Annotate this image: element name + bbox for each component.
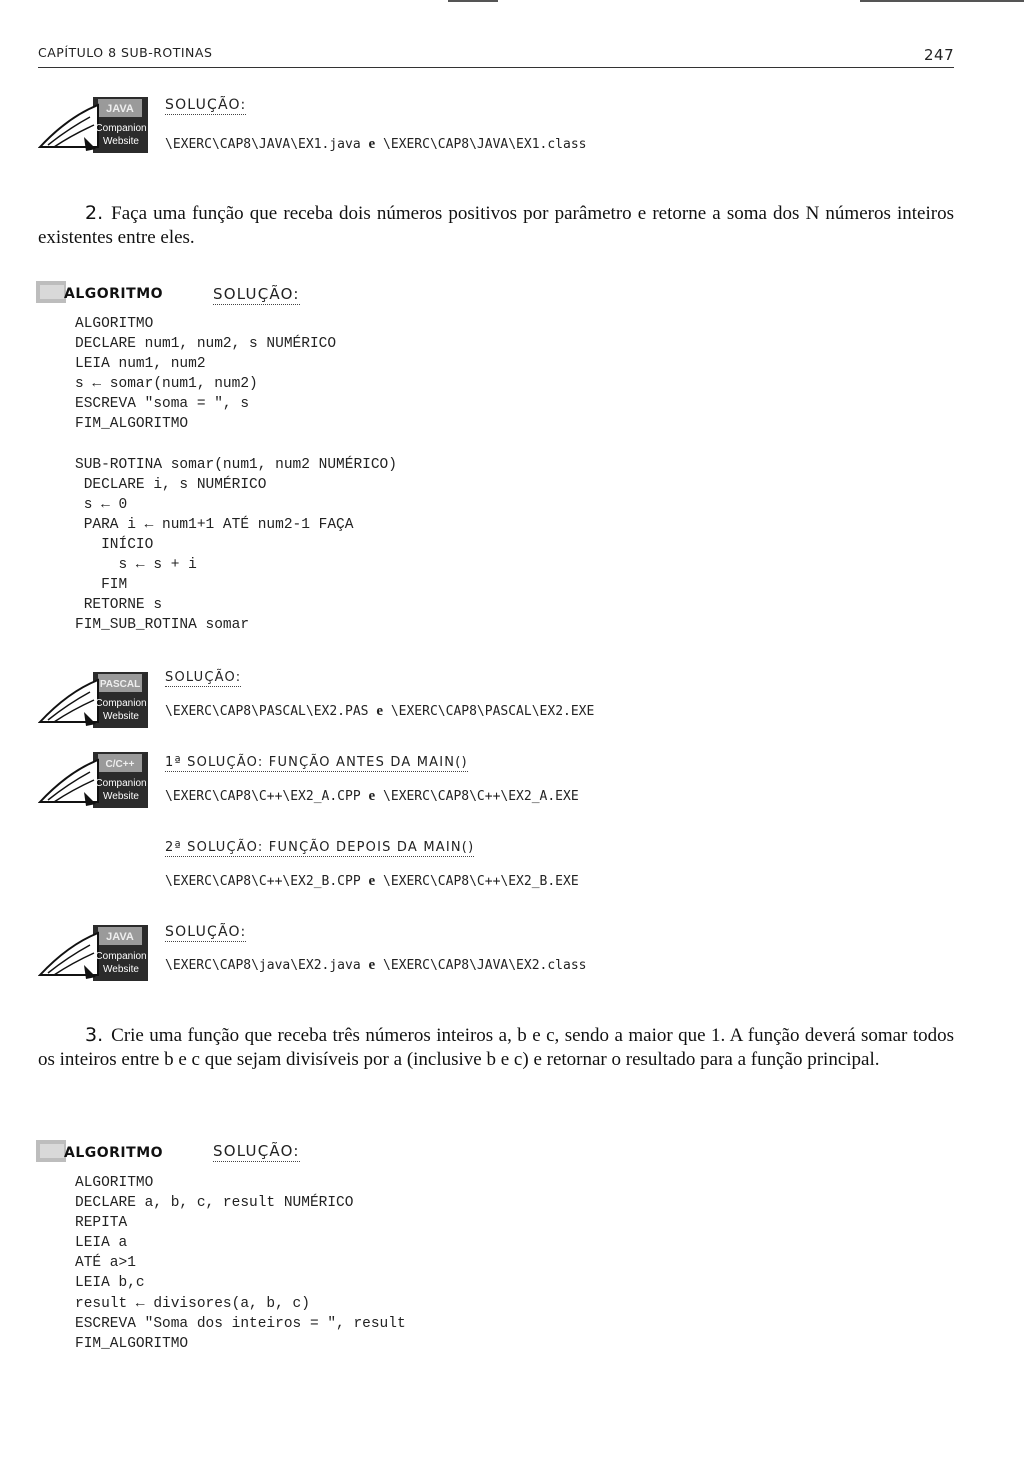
svg-text:JAVA: JAVA bbox=[106, 931, 134, 943]
algo3-solution-label: SOLUÇÃO: bbox=[213, 1142, 300, 1160]
header-rule bbox=[38, 67, 954, 68]
svg-text:Website: Website bbox=[103, 711, 139, 722]
cpp-sol2-path-a: \EXERC\CAP8\C++\EX2_B.CPP bbox=[165, 874, 361, 889]
top-scan-mark-right bbox=[860, 0, 1024, 2]
java1-path-a: \EXERC\CAP8\JAVA\EX1.java bbox=[165, 137, 361, 152]
svg-text:Companion: Companion bbox=[95, 778, 147, 789]
java2-path-b: \EXERC\CAP8\JAVA\EX2.class bbox=[383, 958, 587, 973]
exercise-2-number: 2. bbox=[85, 202, 104, 224]
exercise-2 bbox=[38, 201, 954, 250]
companion-website-java2-icon bbox=[38, 925, 148, 981]
chapter-header: CAPÍTULO 8 SUB-ROTINAS bbox=[38, 45, 213, 60]
svg-text:Companion: Companion bbox=[95, 951, 147, 962]
pascal-file-paths bbox=[165, 703, 594, 720]
java2-conj: e bbox=[368, 957, 376, 973]
exercise-3-text: Crie uma função que receba três números inteiros a, b e c, sendo a maior que 1. A função deverá somar todos os inteiros entre b e c que sejam divisíveis por a (inclusive b e c) e retornar o resultado para a função principal. bbox=[38, 1025, 954, 1070]
cpp-sol2-path-b: \EXERC\CAP8\C++\EX2_B.EXE bbox=[383, 874, 579, 889]
svg-text:JAVA: JAVA bbox=[106, 103, 134, 115]
top-scan-mark bbox=[448, 0, 498, 2]
pascal-solution-label: SOLUÇÃO: bbox=[165, 670, 242, 685]
cpp-sol2-conj: e bbox=[368, 873, 376, 889]
cpp-sol1-path-b: \EXERC\CAP8\C++\EX2_A.EXE bbox=[383, 789, 579, 804]
cpp-solution1-label: 1ª SOLUÇÃO: FUNÇÃO ANTES DA MAIN() bbox=[165, 755, 468, 770]
pascal-path-b: \EXERC\CAP8\PASCAL\EX2.EXE bbox=[390, 704, 595, 719]
cpp-solution1-paths bbox=[165, 788, 579, 805]
svg-text:ALGORITMO: ALGORITMO bbox=[64, 1145, 164, 1161]
companion-website-pascal-icon bbox=[38, 672, 148, 728]
exercise-3-number: 3. bbox=[85, 1024, 104, 1046]
svg-text:C/C++: C/C++ bbox=[105, 759, 135, 770]
svg-text:PASCAL: PASCAL bbox=[99, 679, 141, 690]
java1-path-b: \EXERC\CAP8\JAVA\EX1.class bbox=[383, 137, 587, 152]
pascal-path-a: \EXERC\CAP8\PASCAL\EX2.PAS bbox=[165, 704, 369, 719]
java1-file-paths bbox=[165, 136, 587, 153]
java2-solution-label: SOLUÇÃO: bbox=[165, 924, 247, 940]
algoritmo-badge bbox=[36, 279, 176, 305]
cpp-sol1-path-a: \EXERC\CAP8\C++\EX2_A.CPP bbox=[165, 789, 361, 804]
cpp-solution2-paths bbox=[165, 873, 579, 890]
svg-text:Website: Website bbox=[103, 964, 139, 975]
algo3-code-block: ALGORITMO DECLARE a, b, c, result NUMÉRICO REPITA LEIA a ATÉ a>1 LEIA b,c result ← divisores(a, b, c) ESCREVA "Soma dos inteiros = ", result FIM_ALGORITMO bbox=[75, 1175, 406, 1352]
exercise-3 bbox=[38, 1023, 954, 1072]
algo2-code-block: ALGORITMO DECLARE num1, num2, s NUMÉRICO LEIA num1, num2 s ← somar(num1, num2) ESCREVA "soma = ", s FIM_ALGORITMO SUB-ROTINA somar(num1, num2 NUMÉRICO) DECLARE i, s NUMÉRICO s ← 0 PARA i ← num1+1 ATÉ num2-1 FAÇA INÍCIO s ← s + i FIM RETORNE s FIM_SUB_ROTINA somar bbox=[75, 316, 397, 634]
algo2-solution-label: SOLUÇÃO: bbox=[213, 285, 300, 303]
svg-text:Website: Website bbox=[103, 791, 139, 802]
java2-file-paths bbox=[165, 957, 587, 974]
cpp-solution2-label: 2ª SOLUÇÃO: FUNÇÃO DEPOIS DA MAIN() bbox=[165, 840, 475, 855]
svg-text:Companion: Companion bbox=[95, 698, 147, 709]
pascal-conj: e bbox=[376, 703, 383, 719]
cpp-sol1-conj: e bbox=[368, 788, 376, 804]
page-number: 247 bbox=[924, 46, 955, 64]
java2-path-a: \EXERC\CAP8\java\EX2.java bbox=[165, 958, 361, 973]
svg-text:ALGORITMO: ALGORITMO bbox=[64, 286, 164, 302]
companion-website-cpp-icon bbox=[38, 752, 148, 808]
svg-text:Website: Website bbox=[103, 136, 139, 147]
java1-solution-label: SOLUÇÃO: bbox=[165, 97, 247, 113]
algoritmo-badge-2 bbox=[36, 1138, 176, 1164]
svg-text:Companion: Companion bbox=[95, 123, 147, 134]
exercise-2-text: Faça uma função que receba dois números positivos por parâmetro e retorne a soma dos N números inteiros existentes entre eles. bbox=[38, 203, 954, 248]
companion-website-java-icon bbox=[38, 97, 148, 153]
java1-conj: e bbox=[368, 136, 376, 152]
